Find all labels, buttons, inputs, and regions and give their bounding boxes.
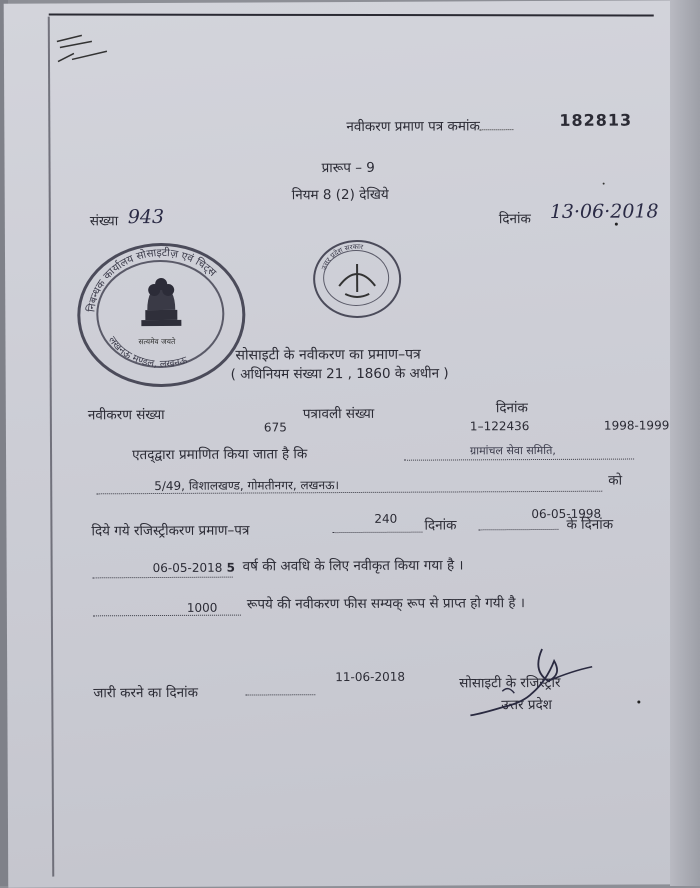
renewal-number-label: नवीकरण संख्या — [88, 405, 165, 423]
ke-dinank-text: के दिनांक — [566, 515, 613, 533]
certificate-subtitle: ( अधिनियम संख्या 21 , 1860 के अधीन ) — [231, 363, 449, 382]
issue-date-label: जारी करने का दिनांक — [93, 683, 198, 702]
rule-label: नियम 8 (2) देखिये — [292, 185, 389, 204]
issue-date: 11-06-2018 — [335, 670, 405, 684]
details-date-label: दिनांक — [496, 398, 528, 416]
fee-text: रूपये की नवीकरण फीस सम्यक् रूप से प्राप्त हो गयी है । — [247, 593, 525, 612]
renewal-cert-number: 182813 — [559, 111, 632, 130]
paper-border-left — [48, 17, 55, 877]
sankhya-label: संख्या — [90, 211, 118, 229]
ko-text: को — [608, 471, 622, 489]
form-label: प्रारूप – 9 — [322, 158, 375, 176]
page-shadow-right — [670, 0, 700, 886]
up-government-seal — [313, 240, 401, 318]
fish-icon — [345, 294, 369, 297]
file-number-label: पत्रावली संख्या — [303, 404, 375, 422]
national-emblem-icon — [135, 274, 187, 332]
ink-dot — [603, 183, 605, 185]
left-seal-motto: सत्यमेव जयते — [138, 337, 175, 347]
header-date-label: दिनांक — [499, 209, 531, 227]
renew-years: 5 — [227, 561, 235, 575]
reg-dinank-label: दिनांक — [424, 515, 456, 533]
file-number-value: 1–122436 — [470, 419, 530, 433]
ink-dot — [637, 700, 640, 703]
renew-from-date: 06-05-2018 — [153, 561, 223, 575]
year-value: 1998-1999 — [604, 418, 669, 432]
left-seal-ring-text: निबन्धक कार्यालय सोसाइटीज़ एवं चिट्स — [84, 246, 219, 313]
registrar-signature — [462, 641, 602, 722]
society-address: 5/49, विशालखण्ड, गोमतीनगर, लखनऊ। — [154, 476, 339, 494]
issued-label: दिये गये रजिस्ट्रीकरण प्रमाण–पत्र — [91, 521, 249, 540]
fee-amount: 1000 — [187, 601, 218, 615]
renewal-cert-label: नवीकरण प्रमाण पत्र कमांक — [346, 116, 514, 135]
renew-text: वर्ष की अवधि के लिए नवीकृत किया गया है । — [243, 555, 464, 574]
renewal-number-value: 675 — [264, 420, 287, 434]
reg-number: 240 — [374, 512, 397, 526]
registrar-title: सोसाइटी के रजिस्ट्रार — [459, 673, 560, 692]
sankhya-value: 943 — [128, 206, 164, 228]
certify-text: एतद्‌द्वारा प्रमाणित किया जाता है कि — [132, 444, 307, 463]
certificate-paper — [4, 0, 699, 888]
ink-dot — [615, 223, 618, 226]
certificate-title: सोसाइटी के नवीकरण का प्रमाण–पत्र — [235, 345, 420, 365]
header-date-value: 13·06·2018 — [550, 200, 659, 223]
reg-date: 06-05-1998 — [531, 507, 601, 521]
left-seal-bottom-text: लखनऊ मण्डल, लखनऊ — [106, 334, 189, 370]
registrar-office-seal — [77, 243, 246, 388]
paper-border-top — [49, 13, 654, 16]
pen-scribble-mark — [52, 31, 112, 71]
right-seal-ring-text: उत्तर प्रदेश सरकार — [320, 243, 364, 271]
registrar-state: उत्तर प्रदेश — [501, 695, 552, 713]
society-name: ग्रामांचल सेवा समिति, — [470, 443, 556, 458]
